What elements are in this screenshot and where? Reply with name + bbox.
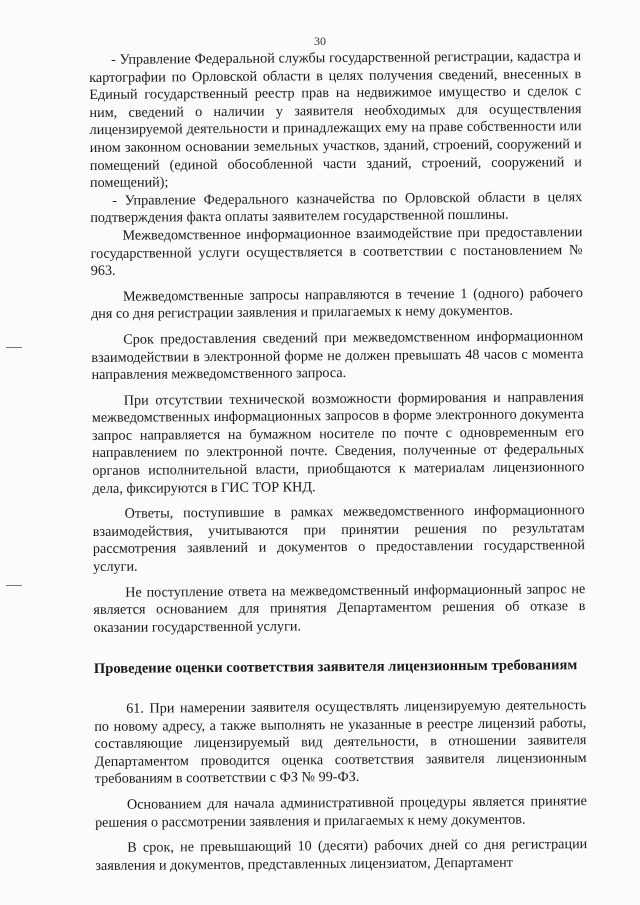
paragraph-interagency-requests: Межведомственные запросы направляются в течение 1 (одного) рабочего дня со дня регистрации заявления и прилагаемых к нему документов. [90,284,583,323]
margin-mark [6,347,22,348]
margin-mark [6,585,22,586]
paragraph-no-response: Не поступление ответа на межведомственный информационный запрос не является основанием для принятия Департаментом решения об отказе в оказании государственной услуги. [93,580,586,636]
paragraph-response-deadline: Срок предоставления сведений при межведомственном информационном взаимодействии в электронной форме не должен превышать 48 часов с момента направления межведомственного запроса. [91,328,584,384]
paragraph-item-61: 61. При намерении заявителя осуществлять лицензируемую деятельность по новому адресу, а также выполнять не указанные в реестре лицензий работы, составляющие лицензируемый вид деятельности, в отношении заявителя Департаментом проводится оценка соответствия заявителя лицензионным требованиям в соответствии с ФЗ № 99-ФЗ. [94,697,587,788]
paragraph-responses-considered: Ответы, поступившие в рамках межведомственного информационного взаимодействия, учитываются при принятии решения по результатам рассмотрения заявлений и документов о предоставлении государственной услуги. [92,502,585,576]
paragraph-interagency-interaction: Межведомственное информационное взаимодействие при предоставлении государственной услуги осуществляется в соответствии с постановлением № 963. [90,224,583,280]
paragraph-rosreestr-item: - Управление Федеральной службы государственной регистрации, кадастра и картографии по Орловской области в целях получения сведений, внесенных в Единый государственный реестр прав на недвижимое имущество и сделок с ним, сведений о наличии у заявителя необходимых для осуществления лицензируемой деятельности и принадлежащих ему на праве собственности или ином законном основании земельных участков, зданий, строений, сооружений и помещений (единой обособленной части зданий, строений, сооружений и помещений); [89,48,582,192]
paragraph-deadline-10-days: В срок, не превышающий 10 (десяти) рабочих дней со дня регистрации заявления и документов, представленных лицензиатом, Департамент [95,836,588,874]
section-heading: Проведение оценки соответствия заявителя лицензионным требованиям [93,657,578,678]
document-body [89,48,587,875]
page-number: 30 [314,34,326,48]
paragraph-paper-requests: При отсутствии технической возможности формирования и направления межведомственных информационных запросов в форме электронного документа запрос направляется на бумажном носителе по почте с одновременным его направлением по электронной почте. Сведения, полученные от федеральных органов исполнительной власти, приобщаются к материалам лицензионного дела, фиксируются в ГИС ТОР КНД. [91,388,585,497]
paragraph-treasury-item: - Управление Федерального казначейства по Орловской области в целях подтверждения факта оплаты заявителем государственной пошлины. [90,188,583,227]
paragraph-procedure-basis: Основанием для начала административной процедуры является принятие решения о рассмотрении заявления и прилагаемых к нему документов. [94,793,587,831]
